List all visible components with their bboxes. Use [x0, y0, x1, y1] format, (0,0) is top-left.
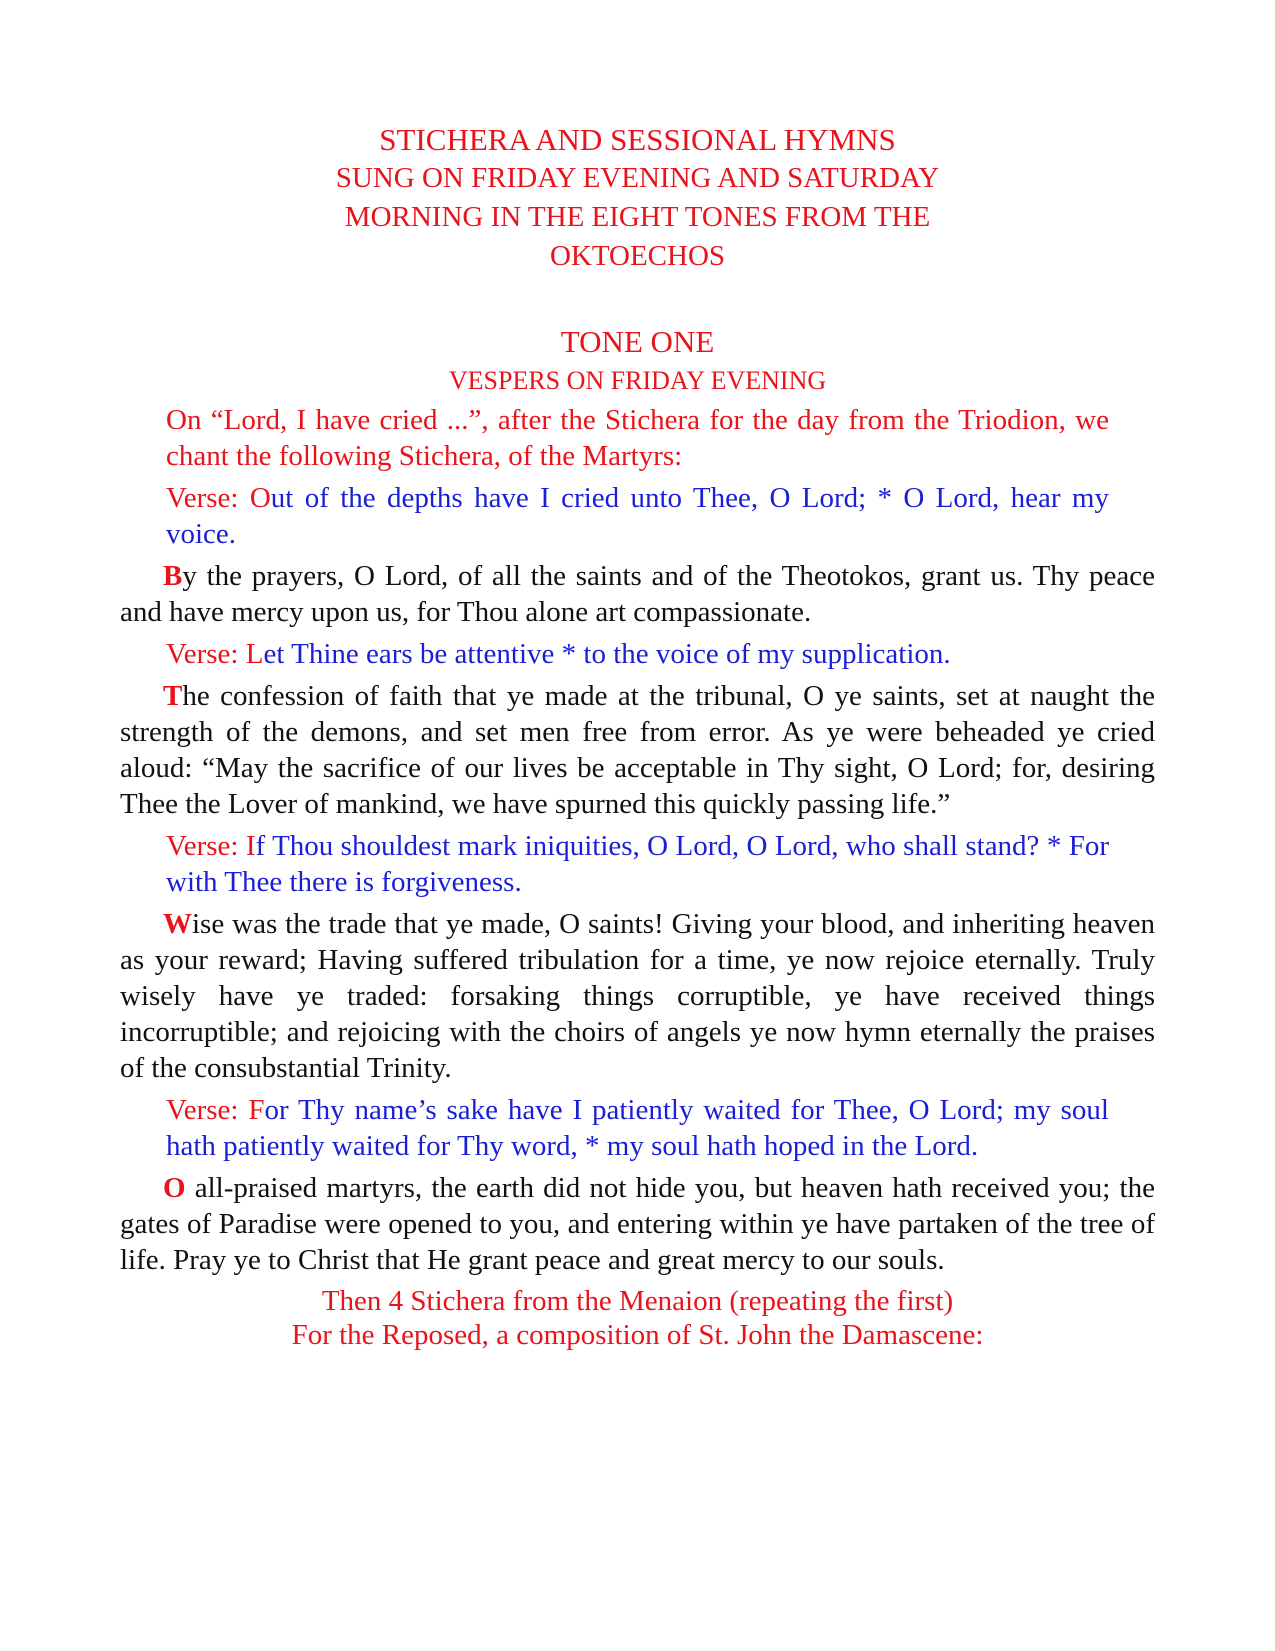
- document-header: [0, 120, 1275, 276]
- header-line: MORNING IN THE EIGHT TONES FROM THE: [344, 201, 931, 233]
- verse-label: Verse:: [166, 1094, 249, 1126]
- closing-rubric: Then 4 Stichera from the Menaion (repeating the first): [321, 1285, 954, 1317]
- verse-text: or Thy name’s sake have I patiently waited for Thee, O Lord; my soul hath patiently waited for Thy word, * my soul hath hoped in the Lord.: [166, 1094, 1109, 1162]
- verse: [166, 1092, 1109, 1164]
- verse-label: Verse:: [166, 482, 250, 514]
- verse-text: ut of the depths have I cried unto Thee, O Lord; * O Lord, hear my voice.: [166, 482, 1109, 550]
- hymn-paragraph: [120, 1170, 1155, 1278]
- hymn-text: ise was the trade that ye made, O saints! Giving your blood, and inheriting heaven as your reward; Having suffered tribulation for a time, ye now rejoice eternally. Truly wisely have ye traded: forsaking things corruptible, ye have received things incorruptible; and rejoicing with the choirs of angels ye now hymn eternally the praises of the consubstantial Trinity.: [120, 908, 1155, 1084]
- verse-text: et Thine ears be attentive * to the voice of my supplication.: [263, 638, 951, 670]
- rubric-intro: On “Lord, I have cried ...”, after the Stichera for the day from the Triodion, we chant the following Stichera, of the Martyrs:: [166, 404, 1109, 472]
- section-subtitle: VESPERS ON FRIDAY EVENING: [448, 366, 827, 395]
- body-text: [120, 402, 1155, 1352]
- hymn-paragraph: [120, 678, 1155, 822]
- hymn-paragraph: [120, 558, 1155, 630]
- header-line: SUNG ON FRIDAY EVENING AND SATURDAY: [335, 162, 940, 194]
- closing-rubric: For the Reposed, a composition of St. John the Damascene:: [291, 1319, 984, 1351]
- hymn-paragraph: [120, 906, 1155, 1086]
- verse-first-letter: I: [245, 830, 256, 862]
- verse-first-letter: F: [248, 1094, 265, 1126]
- header-line: STICHERA AND SESSIONAL HYMNS: [379, 122, 896, 157]
- hymn-text: he confession of faith that ye made at the tribunal, O ye saints, set at naught the strength of the demons, and set men free from error. As ye were beheaded ye cried aloud: “May the sacrifice of our lives be acceptable in Thy sight, O Lord; for, desiring Thee the Lover of mankind, we have spurned this quickly passing life.”: [120, 680, 1155, 820]
- verse-text: f Thou shouldest mark iniquities, O Lord, O Lord, who shall stand? * For with Thee there is forgiveness.: [166, 830, 1109, 898]
- verse-label: Verse:: [166, 638, 246, 670]
- verse: [166, 828, 1109, 900]
- verse: [166, 636, 1109, 672]
- drop-initial: B: [163, 560, 183, 592]
- section-heading: [0, 322, 1275, 400]
- drop-initial: T: [163, 680, 183, 712]
- section-title: TONE ONE: [560, 324, 715, 359]
- verse-first-letter: O: [249, 482, 271, 514]
- header-line: OKTOECHOS: [549, 240, 726, 272]
- verse-label: Verse:: [166, 830, 246, 862]
- drop-initial: O: [163, 1172, 186, 1204]
- verse: [166, 480, 1109, 552]
- drop-initial: W: [163, 908, 192, 940]
- verse-first-letter: L: [245, 638, 264, 670]
- hymn-text: y the prayers, O Lord, of all the saints and of the Theotokos, grant us. Thy peace and have mercy upon us, for Thou alone art compassionate.: [120, 560, 1155, 628]
- hymn-text: all-praised martyrs, the earth did not hide you, but heaven hath received you; the gates of Paradise were opened to you, and entering within ye have partaken of the tree of life. Pray ye to Christ that He grant peace and great mercy to our souls.: [120, 1172, 1155, 1276]
